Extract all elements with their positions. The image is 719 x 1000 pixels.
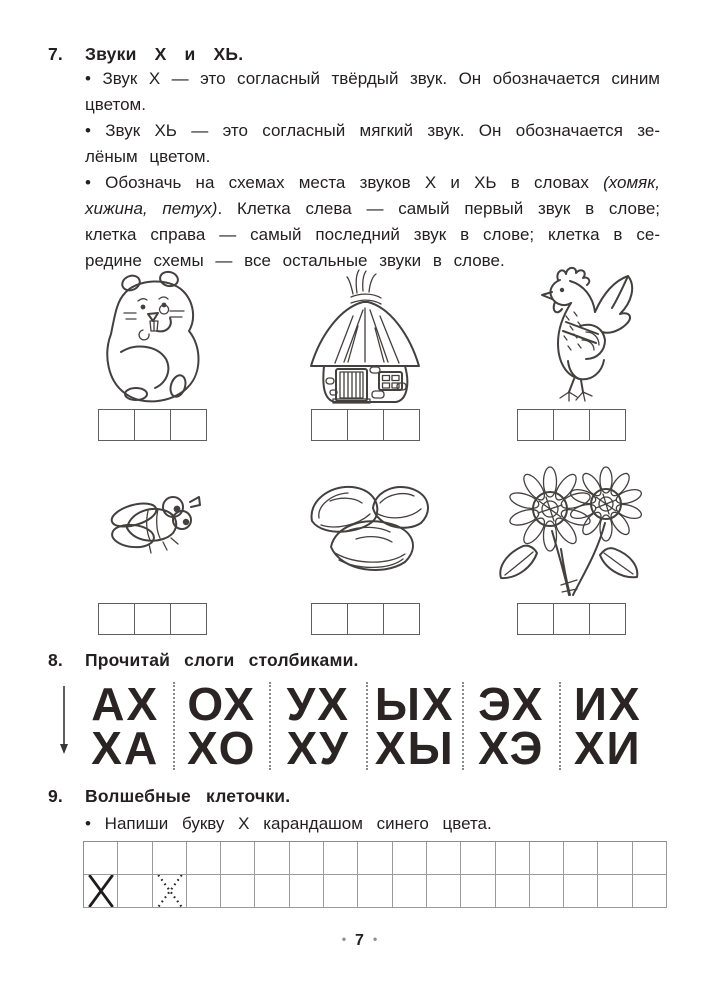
grid-cell[interactable] xyxy=(358,842,392,875)
scheme-cell[interactable] xyxy=(171,603,207,635)
grid-cell[interactable] xyxy=(153,842,187,875)
grid-cell[interactable] xyxy=(255,842,289,875)
picture-block-walnuts xyxy=(288,450,442,635)
hamster-icon xyxy=(91,262,213,404)
grid-cell[interactable] xyxy=(564,842,598,875)
syllable-columns xyxy=(78,678,655,774)
grid-cell[interactable] xyxy=(427,875,461,908)
paragraph-line: цветом. xyxy=(85,95,146,114)
paragraph-line: • Звук ХЬ — это согласный мягкий звук. Он обозначается зе- xyxy=(85,121,660,140)
grid-cell[interactable] xyxy=(118,875,152,908)
grid-cell[interactable] xyxy=(221,842,255,875)
scheme-cell[interactable] xyxy=(98,603,135,635)
picture-block-hut xyxy=(288,262,442,441)
page-number-value: 7 xyxy=(355,932,364,949)
grid-cell[interactable] xyxy=(393,875,427,908)
scheme-cell[interactable] xyxy=(517,409,554,441)
grid-cell[interactable] xyxy=(84,875,118,908)
grid-cell[interactable] xyxy=(530,842,564,875)
letter-x-dotted xyxy=(154,875,186,907)
paragraph-line: • Обозначь на схемах места звуков Х и ХЬ в словах (хомяк, xyxy=(85,173,660,192)
grid-cell[interactable] xyxy=(290,842,324,875)
syllable: ХО xyxy=(187,722,257,774)
section-7-heading xyxy=(48,44,243,65)
syllable-column xyxy=(561,678,656,774)
paragraph-line: хижина, петух). Клетка слева — самый первый звук в слове; xyxy=(85,199,660,218)
section-number: 8. xyxy=(48,650,63,670)
section-9-heading xyxy=(48,786,290,807)
section-9-instruction: • Напиши букву Х карандашом синего цвета. xyxy=(85,814,492,833)
syllable: ОХ xyxy=(187,678,257,730)
grid-cell[interactable] xyxy=(530,875,564,908)
grid-cell[interactable] xyxy=(153,875,187,908)
grid-cell[interactable] xyxy=(461,842,495,875)
grid-cell[interactable] xyxy=(393,842,427,875)
rooster-icon xyxy=(508,262,634,404)
picture-block-rooster xyxy=(494,262,648,441)
section-7-text xyxy=(85,66,660,274)
down-arrow-icon xyxy=(58,684,74,756)
scheme-cell[interactable] xyxy=(98,409,135,441)
syllable: ХА xyxy=(91,722,160,774)
grid-cell[interactable] xyxy=(290,875,324,908)
syllable: ХЫ xyxy=(374,722,455,774)
page-number-dot: • xyxy=(341,932,347,946)
section-number: 9. xyxy=(48,786,63,806)
syllable: ИХ xyxy=(573,678,642,730)
scheme-cell[interactable] xyxy=(554,409,590,441)
grid-cell[interactable] xyxy=(564,875,598,908)
sound-scheme-rooster xyxy=(517,409,626,441)
scheme-cell[interactable] xyxy=(311,603,348,635)
letter-x-solid xyxy=(85,875,117,907)
scheme-cell[interactable] xyxy=(384,409,420,441)
grid-cell[interactable] xyxy=(358,875,392,908)
scheme-cell[interactable] xyxy=(384,603,420,635)
picture-block-hamster xyxy=(75,262,229,441)
sound-scheme-walnuts xyxy=(311,603,420,635)
syllable-column xyxy=(271,678,368,774)
syllable: ХИ xyxy=(573,722,642,774)
section-title: Прочитай слоги столбиками. xyxy=(85,650,359,670)
sound-scheme-hut xyxy=(311,409,420,441)
sound-scheme-sunflowers xyxy=(517,603,626,635)
scheme-cell[interactable] xyxy=(135,603,171,635)
grid-cell[interactable] xyxy=(221,875,255,908)
sound-scheme-hamster xyxy=(98,409,207,441)
grid-cell[interactable] xyxy=(187,842,221,875)
grid-cell[interactable] xyxy=(427,842,461,875)
scheme-cell[interactable] xyxy=(590,409,626,441)
paragraph-line: • Звук Х — это согласный твёрдый звук. Он обозначается синим xyxy=(85,69,660,88)
grid-cell[interactable] xyxy=(461,875,495,908)
grid-cell[interactable] xyxy=(324,875,358,908)
sunflowers-icon xyxy=(493,450,649,598)
syllable-column xyxy=(78,678,175,774)
grid-cell[interactable] xyxy=(598,842,632,875)
syllable: ЭХ xyxy=(478,678,545,730)
section-8-heading xyxy=(48,650,359,671)
scheme-cell[interactable] xyxy=(311,409,348,441)
paragraph-line: лёным цветом. xyxy=(85,147,211,166)
scheme-cell[interactable] xyxy=(517,603,554,635)
section-title: Волшебные клеточки. xyxy=(85,786,291,806)
syllable: ЫХ xyxy=(374,678,455,730)
scheme-cell[interactable] xyxy=(135,409,171,441)
scheme-cell[interactable] xyxy=(171,409,207,441)
scheme-cell[interactable] xyxy=(348,603,384,635)
grid-cell[interactable] xyxy=(324,842,358,875)
section-number: 7. xyxy=(48,44,63,64)
walnuts-icon xyxy=(296,450,434,598)
paragraph-line: клетка справа — самый последний звук в слове; клетка в се- xyxy=(85,225,660,244)
hut-icon xyxy=(300,262,430,404)
scheme-cell[interactable] xyxy=(348,409,384,441)
fly-icon xyxy=(103,450,201,598)
section-title: Звуки Х и ХЬ. xyxy=(85,44,244,64)
scheme-cell[interactable] xyxy=(590,603,626,635)
syllable-column xyxy=(464,678,561,774)
grid-cell[interactable] xyxy=(255,875,289,908)
syllable-column xyxy=(368,678,465,774)
picture-block-sunflowers xyxy=(494,450,648,635)
grid-cell[interactable] xyxy=(633,842,667,875)
syllable: ХЭ xyxy=(478,722,545,774)
page-number-dot: • xyxy=(372,932,378,946)
syllable: ХУ xyxy=(286,722,350,774)
scheme-cell[interactable] xyxy=(554,603,590,635)
writing-grid xyxy=(83,841,667,908)
sound-scheme-fly xyxy=(98,603,207,635)
syllable-column xyxy=(175,678,272,774)
paragraph-line: редине схемы — все остальные звуки в слове. xyxy=(85,251,505,270)
picture-block-fly xyxy=(75,450,229,635)
grid-cell[interactable] xyxy=(118,842,152,875)
grid-cell[interactable] xyxy=(633,875,667,908)
grid-cell[interactable] xyxy=(84,842,118,875)
grid-cell[interactable] xyxy=(496,842,530,875)
syllable: АХ xyxy=(91,678,160,730)
page-number xyxy=(0,932,719,950)
grid-cell[interactable] xyxy=(598,875,632,908)
grid-cell[interactable] xyxy=(187,875,221,908)
grid-cell[interactable] xyxy=(496,875,530,908)
syllable: УХ xyxy=(286,678,350,730)
